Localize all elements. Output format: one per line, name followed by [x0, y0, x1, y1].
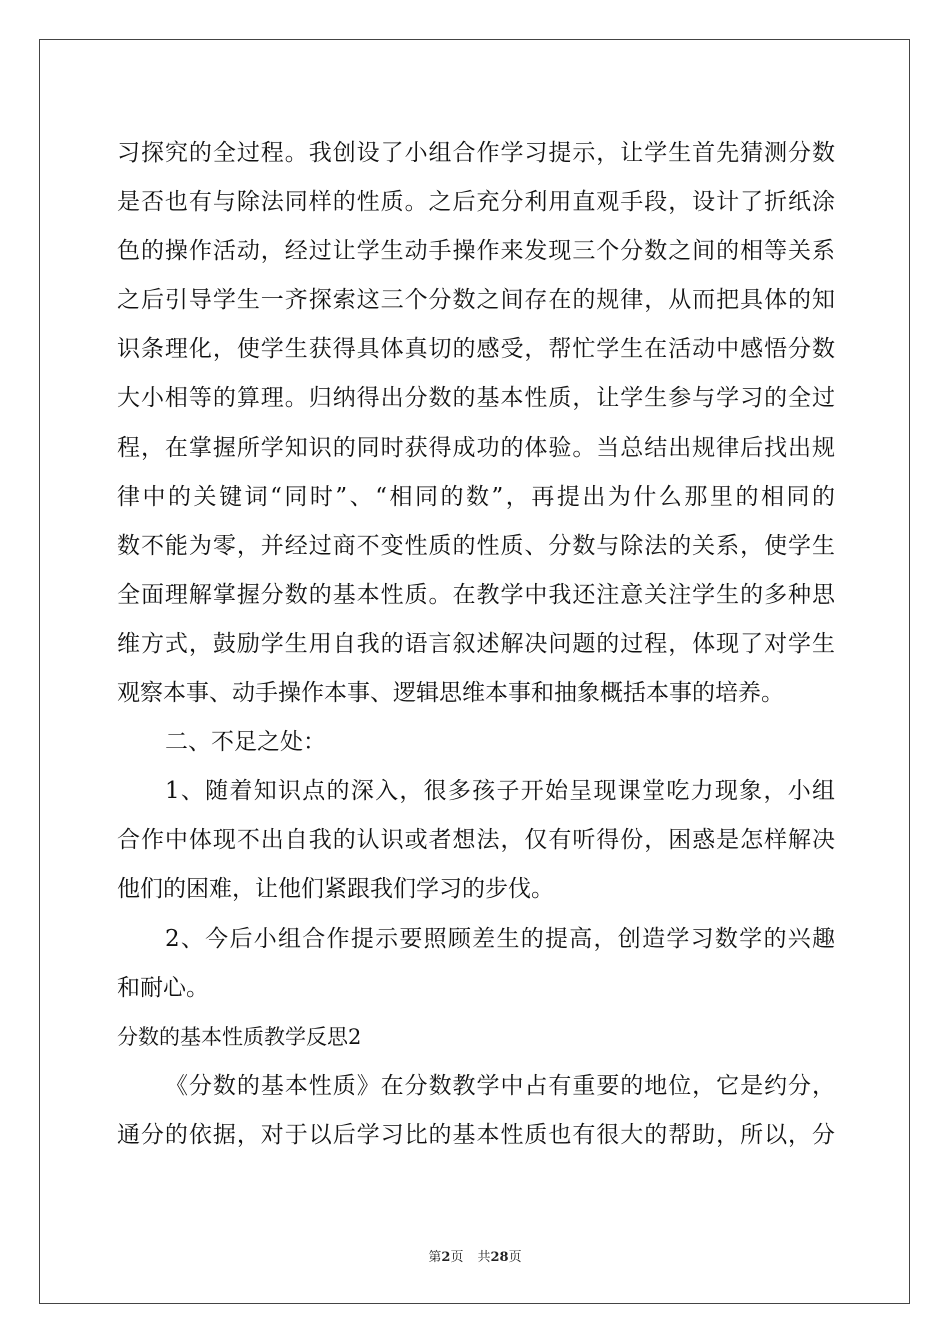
- body-text-line: 习探究的全过程。我创设了小组合作学习提示，让学生首先猜测分数: [117, 140, 835, 166]
- body-text-line: 合作中体现不出自我的认识或者想法，仅有听得份，困惑是怎样解决: [117, 827, 835, 854]
- body-text-line: 程，在掌握所学知识的同时获得成功的体验。当总结出规律后找出规: [117, 434, 835, 461]
- body-text-line: 1、随着知识点的深入，很多孩子开始呈现课堂吃力现象，小组: [165, 778, 835, 805]
- body-text-line: 全面理解掌握分数的基本性质。在教学中我还注意关注学生的多种思: [117, 581, 835, 608]
- page-footer: [0, 1249, 950, 1267]
- body-text-line: 和耐心。: [117, 974, 209, 1001]
- footer-total-suffix: 页: [508, 1250, 522, 1265]
- footer-total-prefix: 共: [477, 1250, 491, 1265]
- body-text-line: 观察本事、动手操作本事、逻辑思维本事和抽象概括本事的培养。: [117, 680, 784, 707]
- footer-page-number: 2: [441, 1250, 451, 1265]
- body-text-line: 通分的依据，对于以后学习比的基本性质也有很大的帮助，所以，分: [117, 1121, 835, 1148]
- body-text-line: 《分数的基本性质》在分数教学中占有重要的地位，它是约分，: [165, 1072, 835, 1099]
- body-text-line: 是否也有与除法同样的性质。之后充分利用直观手段，设计了折纸涂: [117, 189, 835, 216]
- footer-page-suffix: 页: [450, 1250, 464, 1265]
- body-text-line: 色的操作活动，经过让学生动手操作来发现三个分数之间的相等关系: [117, 238, 835, 265]
- body-text-line: 识条理化，使学生获得具体真切的感受，帮忙学生在活动中感悟分数: [117, 336, 835, 363]
- footer-page-prefix: 第: [428, 1250, 442, 1265]
- body-text-line: 大小相等的算理。归纳得出分数的基本性质，让学生参与学习的全过: [117, 385, 835, 412]
- body-text-line: 律中的关键词“同时”、“相同的数”，再提出为什么那里的相同的: [117, 483, 835, 510]
- footer-total-pages: 28: [490, 1250, 509, 1265]
- body-text-line: 数不能为零，并经过商不变性质的性质、分数与除法的关系，使学生: [117, 532, 835, 559]
- section-heading: 分数的基本性质教学反思2: [117, 1024, 362, 1049]
- body-text-line: 维方式，鼓励学生用自我的语言叙述解决问题的过程，体现了对学生: [117, 630, 835, 657]
- body-text-line: 二、不足之处：: [165, 729, 326, 756]
- body-text-line: 2、今后小组合作提示要照顾差生的提高，创造学习数学的兴趣: [165, 925, 835, 952]
- document-body: [117, 129, 835, 1160]
- body-text-line: 他们的困难，让他们紧跟我们学习的步伐。: [117, 876, 554, 903]
- body-text-line: 之后引导学生一齐探索这三个分数之间存在的规律，从而把具体的知: [117, 287, 835, 314]
